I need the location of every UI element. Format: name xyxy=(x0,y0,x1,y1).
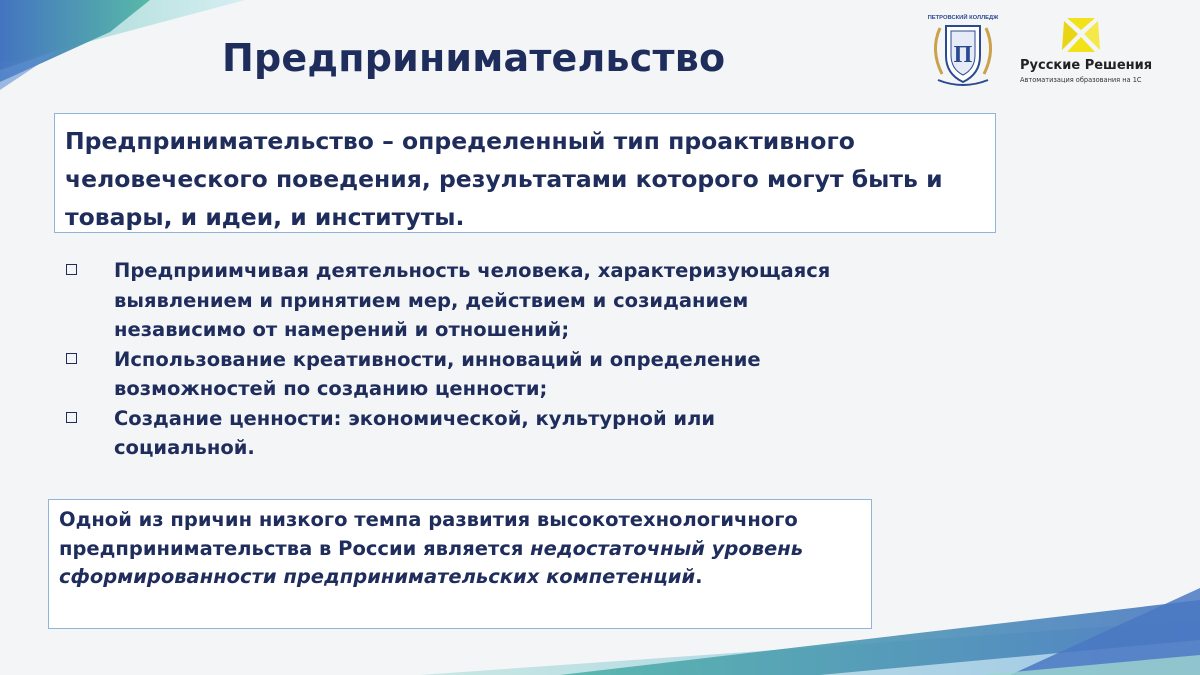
definition-text: Предпринимательство – определенный тип проактивного человеческого поведения, результатами которого могут быть и товары, и идеи, и институты. xyxy=(65,127,943,231)
college-monogram: П xyxy=(953,42,973,68)
note-text-part1: Одной из причин низкого темпа развития высокотехнологичного предпринимательства в России является xyxy=(59,508,798,560)
list-item-text: Использование креативности, инноваций и определение возможностей по созданию ценности; xyxy=(114,347,761,400)
checkbox-bullet-icon xyxy=(66,264,77,275)
list-item xyxy=(64,256,844,345)
russkie-resheniya-logo-mark xyxy=(1058,16,1104,56)
college-logo xyxy=(926,10,1000,92)
list-item xyxy=(64,345,844,404)
note-text xyxy=(59,506,861,592)
slide-title: Предпринимательство xyxy=(222,36,726,80)
note-text-emphasis: недостаточный уровень сформированности предпринимательских компетенций xyxy=(59,536,804,588)
college-logo-text: ПЕТРОВСКИЙ КОЛЛЕДЖ xyxy=(927,15,999,21)
list-item-text: Предприимчивая деятельность человека, характеризующаяся выявлением и принятием мер, действием и созиданием независимо от намерений и отношений; xyxy=(114,259,831,341)
list-item xyxy=(64,404,844,463)
definition-box xyxy=(54,113,996,233)
checkbox-bullet-icon xyxy=(66,353,77,364)
characteristics-list xyxy=(64,256,844,463)
list-item-text: Создание ценности: экономической, культурной или социальной. xyxy=(114,406,716,459)
note-box xyxy=(48,499,872,629)
checkbox-bullet-icon xyxy=(66,412,77,423)
russkie-resheniya-name: Русские Решения xyxy=(1020,58,1153,73)
note-text-end: . xyxy=(695,565,703,588)
russkie-resheniya-subtitle: Автоматизация образования на 1С xyxy=(1020,76,1142,84)
college-laurel-right xyxy=(984,28,991,74)
college-laurel-left xyxy=(935,28,942,74)
